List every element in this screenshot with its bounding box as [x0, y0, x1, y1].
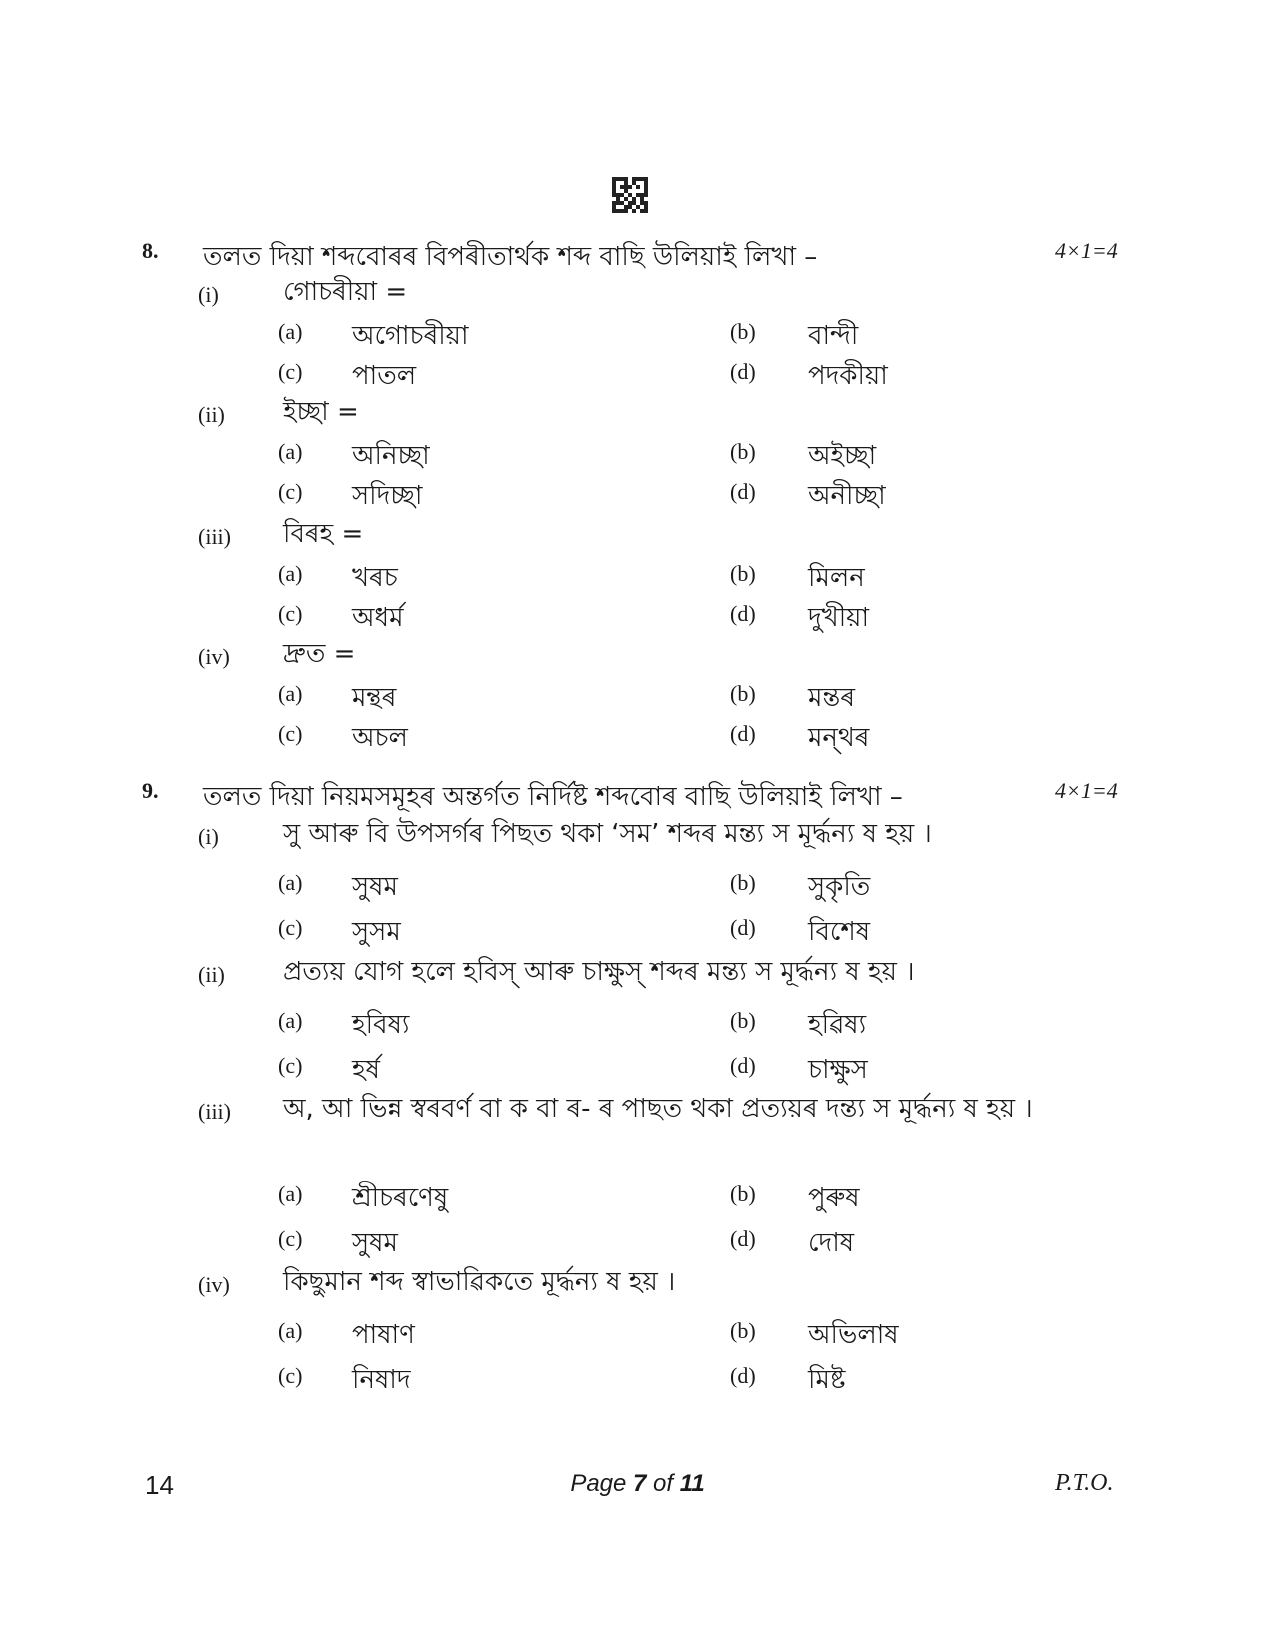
- option-text: হৰ্ষ: [352, 1055, 380, 1085]
- option-label: (a): [278, 870, 303, 895]
- option-label: (c): [278, 915, 303, 940]
- option-label: (a): [278, 319, 303, 344]
- option-text: সুষম: [352, 1228, 398, 1258]
- option-text: সুসম: [352, 917, 401, 947]
- option-text: অনীচ্ছা: [808, 481, 886, 511]
- option-text: অনিচ্ছা: [352, 441, 430, 471]
- page-total: 11: [679, 1470, 705, 1497]
- question-number: 9.: [142, 778, 159, 803]
- sub-question-text: দ্ৰুত =: [283, 639, 356, 669]
- option-label: (d): [730, 1363, 756, 1388]
- option-label: (d): [730, 915, 756, 940]
- sub-question-number: (i): [198, 824, 219, 849]
- sub-question-text: ইচ্ছা =: [283, 397, 359, 427]
- page-current: 7: [633, 1470, 647, 1497]
- qr-code-icon: [612, 177, 648, 213]
- option-label: (a): [278, 1181, 303, 1206]
- option-text: চাক্ষুস: [808, 1055, 868, 1085]
- sub-question-number: (iii): [198, 1099, 231, 1124]
- option-text: বান্দী: [808, 321, 859, 351]
- option-text: অগোচৰীয়া: [352, 321, 469, 351]
- option-text: হবিষ্য: [352, 1010, 410, 1040]
- option-label: (d): [730, 601, 756, 626]
- option-text: অচল: [352, 723, 408, 753]
- sub-question-text: কিছুমান শব্দ স্বাভাৱিকতে মূৰ্দ্ধন্য ষ হয় ।: [283, 1267, 676, 1297]
- option-label: (d): [730, 721, 756, 746]
- option-text: দুখীয়া: [808, 603, 870, 633]
- sub-question-text: সু আৰু বি উপসৰ্গৰ পিছত থকা ‘সম’ শব্দৰ মন্ত্য স মূৰ্দ্ধন্য ষ হয় ।: [283, 819, 932, 849]
- option-text: সুষম: [352, 872, 398, 902]
- sub-question-number: (iv): [198, 1272, 230, 1297]
- option-text: নিষাদ: [352, 1365, 411, 1395]
- option-label: (b): [730, 561, 756, 586]
- option-text: মন্‌থৰ: [808, 723, 870, 753]
- pto-text: P.T.O.: [1055, 1470, 1114, 1496]
- option-text: পাতল: [352, 361, 417, 391]
- question-marks: 4×1=4: [1055, 238, 1118, 263]
- option-label: (b): [730, 439, 756, 464]
- question-text: তলত দিয়া শব্দবোৰৰ বিপৰীতাৰ্থক শব্দ বাছি উলিয়াই লিখা –: [203, 242, 818, 272]
- sub-question-text: গোচৰীয়া =: [283, 277, 408, 307]
- option-label: (d): [730, 479, 756, 504]
- option-label: (a): [278, 681, 303, 706]
- option-text: মন্তৰ: [808, 683, 855, 713]
- option-text: বিশেষ: [808, 917, 871, 947]
- option-label: (d): [730, 1226, 756, 1251]
- option-label: (c): [278, 359, 303, 384]
- option-label: (b): [730, 1008, 756, 1033]
- option-label: (a): [278, 1008, 303, 1033]
- option-text: সুকৃতি: [808, 872, 871, 902]
- option-text: অইচ্ছা: [808, 441, 877, 471]
- option-text: অধৰ্ম: [352, 603, 404, 633]
- option-label: (d): [730, 359, 756, 384]
- sub-question-number: (ii): [198, 402, 225, 427]
- option-label: (c): [278, 1053, 303, 1078]
- option-label: (a): [278, 439, 303, 464]
- sub-question-number: (ii): [198, 962, 225, 987]
- sub-question-text: অ, আ ভিন্ন স্বৰবৰ্ণ বা ক বা ৰ- ৰ পাছত থকা প্ৰত্যয়ৰ দন্ত্য স মূৰ্দ্ধন্য ষ হয় ।: [283, 1094, 1033, 1124]
- sub-question-number: (iv): [198, 644, 230, 669]
- paper-code: 14: [145, 1470, 174, 1500]
- option-text: পুৰুষ: [808, 1183, 860, 1213]
- option-text: শ্ৰীচৰণেষু: [352, 1183, 449, 1213]
- option-label: (b): [730, 870, 756, 895]
- option-label: (b): [730, 1318, 756, 1343]
- option-text: অভিলাষ: [808, 1320, 899, 1350]
- option-text: পদকীয়া: [808, 361, 888, 391]
- option-label: (a): [278, 1318, 303, 1343]
- question-text: তলত দিয়া নিয়মসমূহৰ অন্তৰ্গত নিৰ্দিষ্ট শব্দবোৰ বাছি উলিয়াই লিখা –: [203, 782, 903, 812]
- option-text: পাষাণ: [352, 1320, 415, 1350]
- option-text: দোষ: [808, 1228, 855, 1258]
- option-text: খৰচ: [352, 563, 398, 593]
- option-text: মন্থৰ: [352, 683, 397, 713]
- page-prefix: Page: [570, 1470, 634, 1497]
- option-label: (b): [730, 319, 756, 344]
- option-label: (b): [730, 681, 756, 706]
- question-number: 8.: [142, 238, 159, 263]
- option-label: (d): [730, 1053, 756, 1078]
- option-label: (a): [278, 561, 303, 586]
- option-label: (c): [278, 479, 303, 504]
- option-text: মিলন: [808, 563, 865, 593]
- option-label: (b): [730, 1181, 756, 1206]
- option-label: (c): [278, 721, 303, 746]
- sub-question-number: (iii): [198, 524, 231, 549]
- sub-question-text: বিৰহ =: [283, 519, 364, 549]
- option-label: (c): [278, 1226, 303, 1251]
- option-text: সদিচ্ছা: [352, 481, 423, 511]
- page-of: of: [646, 1470, 680, 1497]
- option-label: (c): [278, 1363, 303, 1388]
- option-text: মিষ্ট: [808, 1365, 846, 1395]
- sub-question-number: (i): [198, 282, 219, 307]
- option-label: (c): [278, 601, 303, 626]
- sub-question-text: প্ৰত্যয় যোগ হলে হবিস্ আৰু চাক্ষুস্ শব্দৰ মন্ত্য স মূৰ্দ্ধন্য ষ হয় ।: [283, 957, 915, 987]
- question-marks: 4×1=4: [1055, 778, 1118, 803]
- option-text: হৱিষ্য: [808, 1010, 867, 1040]
